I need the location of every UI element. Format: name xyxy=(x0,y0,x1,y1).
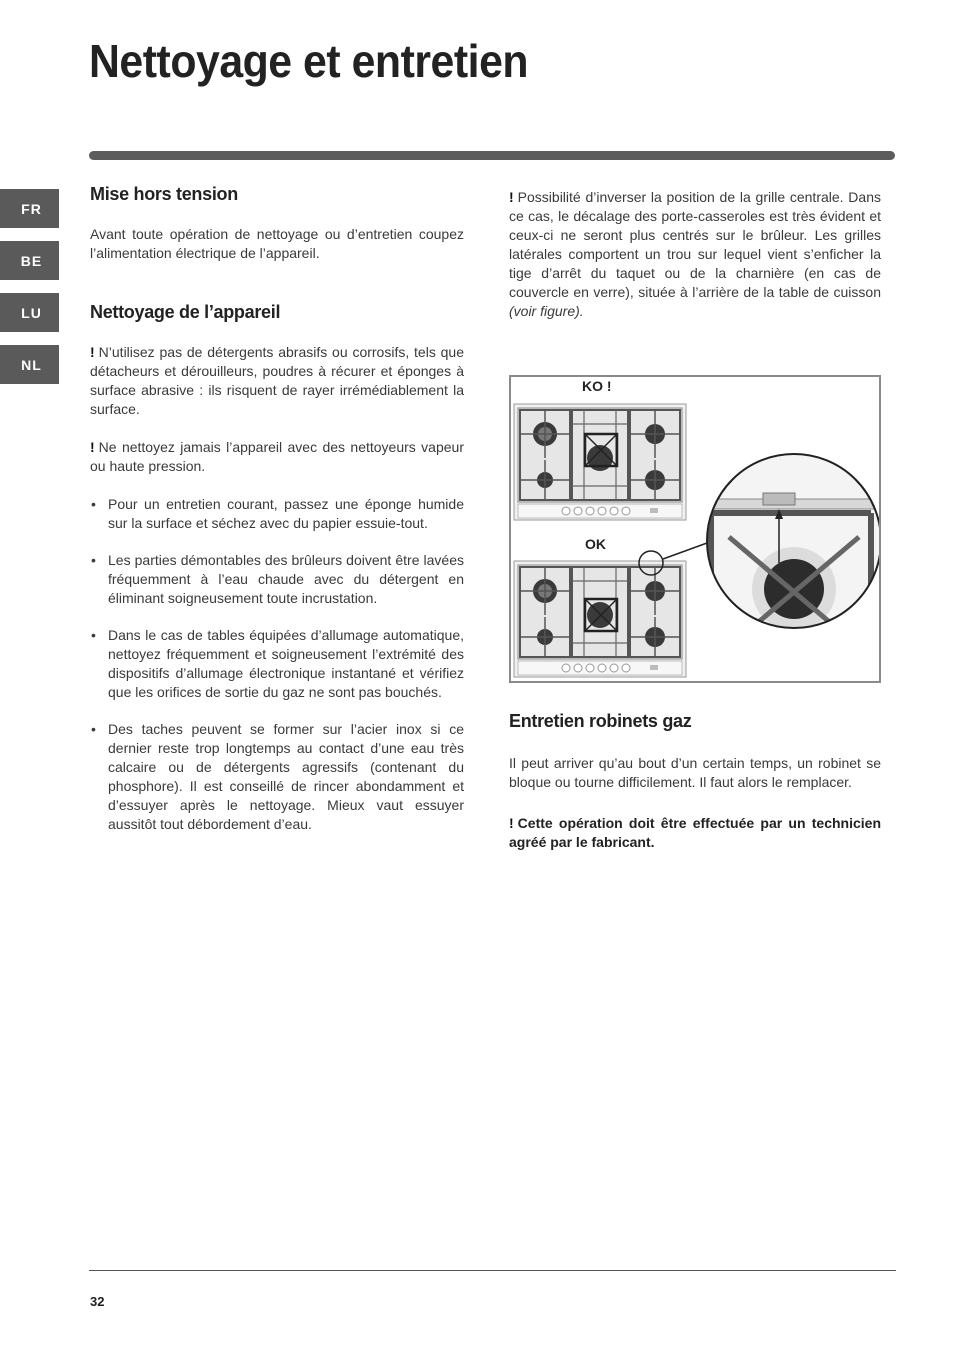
list-item: • Les parties démontables des brûleurs doivent être lavées fréquemment à l’eau chaude avec du détergent en éliminant soigneusement toute incrustation. xyxy=(90,551,464,608)
hob-grid-figure xyxy=(509,375,881,683)
footer-divider xyxy=(89,1270,896,1271)
grid-note xyxy=(509,188,881,321)
warning-mark: ! xyxy=(509,189,514,205)
language-tabs xyxy=(0,189,59,397)
section-heading-cleaning: Nettoyage de l’appareil xyxy=(90,302,281,322)
list-item: • Dans le cas de tables équipées d’allumage automatique, nettoyez fréquemment et soigneusement l’extrémité des dispositifs d’allumage électronique instantané et vérifiez que les orifices de sortie du gaz ne sont pas bouchés. xyxy=(90,626,464,702)
title-divider-bar xyxy=(89,151,895,160)
warning-abrasives xyxy=(90,343,464,419)
hob-ok xyxy=(514,561,686,677)
warning-mark: ! xyxy=(90,344,95,360)
cleaning-tips-list xyxy=(90,495,464,834)
figure-label-ko: KO ! xyxy=(582,378,612,394)
section-heading-power-off: Mise hors tension xyxy=(90,184,238,204)
warning-mark: ! xyxy=(509,815,514,831)
technician-note xyxy=(509,814,881,852)
grid-note-text: Possibilité d’inverser la position de la grille centrale. Dans ce cas, le décalage des porte-casseroles est très évident et ceux-ci ne seront plus centrés sur le brûleur. Les grilles latérales comportent un trou sur lequel vient s’enficher la tige d’arrêt du taquet ou de la charnière (en cas de couvercle en verre), située à l’arrière de la table de cuisson xyxy=(509,189,881,300)
power-off-text: Avant toute opération de nettoyage ou d’entretien coupez l’alimentation électrique de l’appareil. xyxy=(90,226,464,261)
warning-abrasives-text: N’utilisez pas de détergents abrasifs ou corrosifs, tels que détacheurs et dérouilleurs, poudres à récurer et éponges à surface abrasive : ils risquent de rayer irrémédiablement la surface. xyxy=(90,344,464,417)
warning-steam xyxy=(90,438,464,476)
hob-ko xyxy=(514,404,686,520)
warning-mark: ! xyxy=(90,439,95,455)
language-tab-nl[interactable]: NL xyxy=(0,345,59,384)
page-number: 32 xyxy=(90,1294,105,1309)
zoom-detail xyxy=(701,454,879,647)
figure-label-ok: OK xyxy=(585,536,606,552)
hob-illustration xyxy=(511,377,879,681)
figure-reference: (voir figure). xyxy=(509,303,584,319)
section-heading-gas-taps: Entretien robinets gaz xyxy=(509,711,692,731)
list-item: • Pour un entretien courant, passez une éponge humide sur la surface et séchez avec du papier essuie-tout. xyxy=(90,495,464,533)
left-column xyxy=(90,183,464,834)
language-tab-lu[interactable]: LU xyxy=(0,293,59,332)
page-title: Nettoyage et entretien xyxy=(89,35,529,87)
gas-taps-section xyxy=(509,710,881,852)
right-column xyxy=(509,188,881,321)
technician-note-text: Cette opération doit être effectuée par un technicien agréé par le fabricant. xyxy=(509,815,881,850)
list-item: • Des taches peuvent se former sur l’acier inox si ce dernier reste trop longtemps au contact d’une eau très calcaire ou de détergents agressifs (contenant du phosphore). Il est conseillé de rincer abondamment et d’essuyer après le nettoyage. Mieux vaut essuyer aussitôt tout débordement d’eau. xyxy=(90,720,464,834)
warning-steam-text: Ne nettoyez jamais l’appareil avec des nettoyeurs vapeur ou haute pression. xyxy=(90,439,464,474)
language-tab-fr[interactable]: FR xyxy=(0,189,59,228)
language-tab-be[interactable]: BE xyxy=(0,241,59,280)
gas-taps-text: Il peut arriver qu’au bout d’un certain temps, un robinet se bloque ou tourne difficilement. Il faut alors le remplacer. xyxy=(509,755,881,790)
